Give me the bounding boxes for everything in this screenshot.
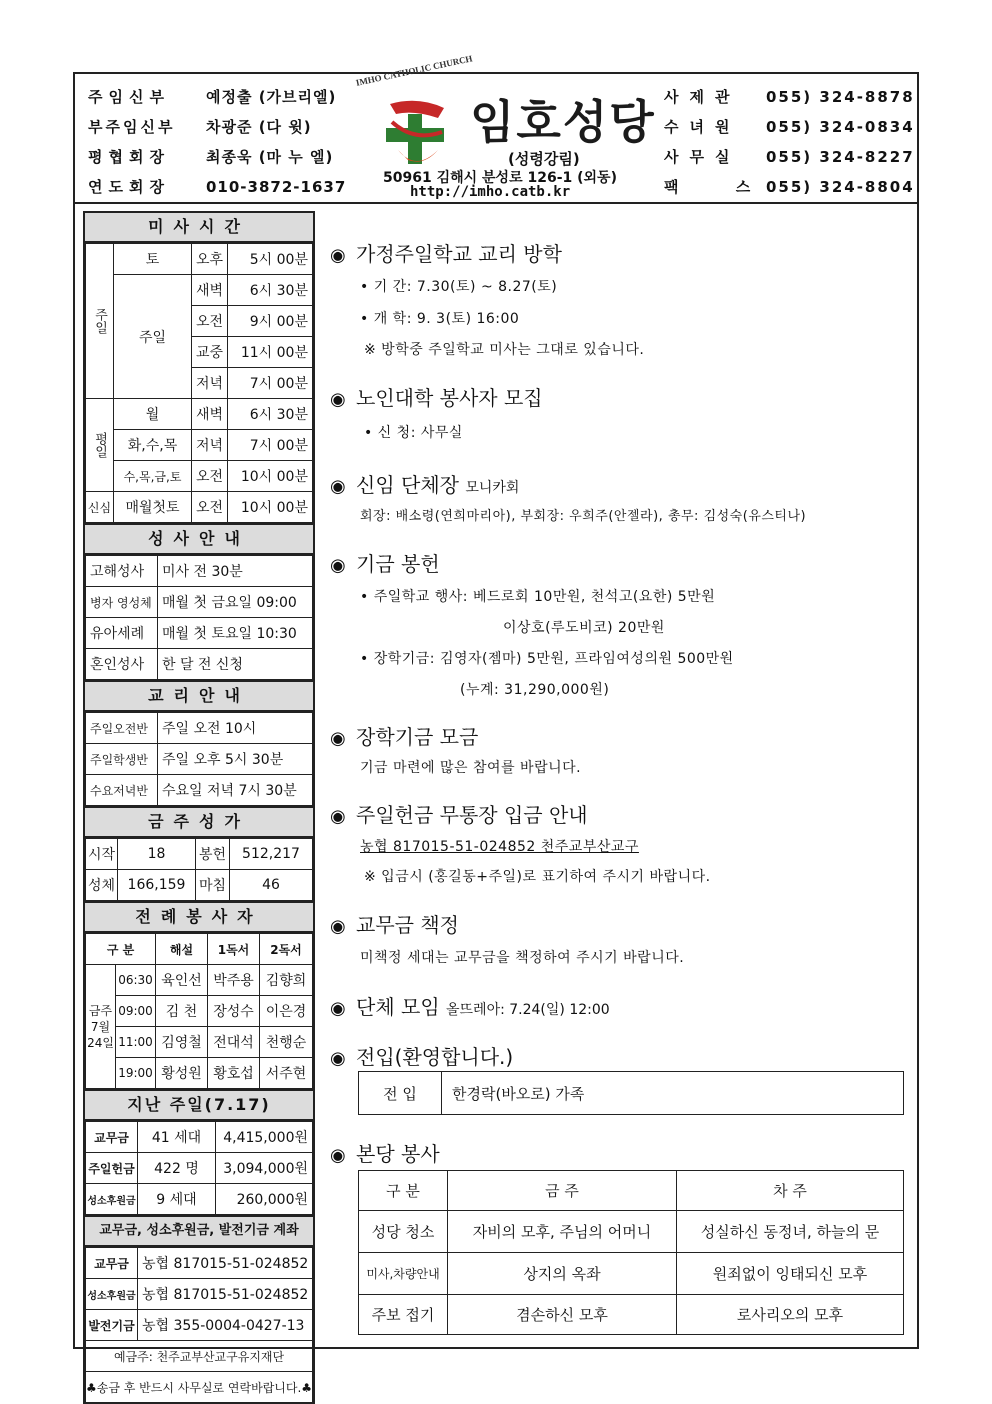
phone-convent: 수녀원 055) 324-0834	[664, 118, 915, 136]
catechism-table: 주일오전반 주일 오전 10시 주일학생반 주일 오후 5시 30분 수요저녁반 수요일 저녁 7시 30분	[85, 712, 313, 806]
church-logo-icon	[378, 92, 450, 174]
header-divider	[73, 202, 919, 204]
staff-council-president: 평협회장 최종욱 (마 누 엘)	[88, 148, 334, 166]
phone-fax: 팩 스055) 324-8804	[664, 178, 915, 196]
liturgy-date: 금주 7월 24일	[86, 965, 116, 1089]
section-group-meeting: ◉ 단체 모임 올뜨레아: 7.24(일) 12:00	[330, 995, 610, 1019]
service-table: 구 분 금 주 차 주 성당 청소 자비의 모후, 주님의 어머니 성실하신 동정녀, 하늘의 문 미사,차량안내 상지의 옥좌 원죄없이 잉태되신 모후 주보 접기 겸손하신 모후 로사리오의 모후	[358, 1170, 904, 1335]
section-parish-service: ◉ 본당 봉사	[330, 1142, 440, 1166]
phone-rectory: 사제관 055) 324-8878	[664, 88, 915, 106]
church-english-name: IMHO CATHOLIC CHURCH	[355, 53, 474, 88]
staff-pastor: 주임신부 예정출 (가브리엘)	[88, 88, 337, 106]
section-dues: ◉ 교무금 책정	[330, 913, 459, 937]
liturgy-title: 전례봉사자	[85, 901, 313, 933]
sacrament-title: 성사안내	[85, 523, 313, 555]
account-title: 교무금, 성소후원금, 발전기금 계좌	[85, 1215, 313, 1247]
section-summer-break: ◉ 가정주일학교 교리 방학	[330, 242, 562, 266]
section-new-leader: ◉ 신임 단체장 모니카회	[330, 473, 520, 497]
church-name: 임호성당	[470, 95, 656, 149]
church-subtitle: (성령강림)	[508, 150, 580, 168]
mass-times-table: 주일 토 오후 5시 00분 주일 새벽 6시 30분 오전 9시 00분 교중 11시 00분 저녁 7시 00분 평일 월 새벽 6시 30분 화,수,목 저녁 7시 00분 수,목,금,토 오전 10시 00분 신심 매월첫토 오전 10시 00분	[85, 243, 313, 523]
section-volunteer-recruit: ◉ 노인대학 봉사자 모집	[330, 386, 543, 410]
church-address: 50961 김해시 분성로 126-1 (외동)	[383, 170, 617, 186]
sidebar	[83, 211, 315, 1404]
weekday-label: 평일	[86, 399, 114, 492]
catechism-title: 교리안내	[85, 680, 313, 712]
liturgy-table: 구 분 해설 1독서 2독서 금주 7월 24일 06:30 육인선 박주용 김향희 09:00 김 천 장성수 이은경 11:00 김영철 전대석 천행순 19:00 황성원 황호섭 서주현	[85, 933, 313, 1089]
last-week-table: 교무금 41 세대 4,415,000원 주일헌금 422 명 3,094,000원 성소후원금 9 세대 260,000원	[85, 1121, 313, 1215]
section-offering-account: ◉ 주일헌금 무통장 입금 안내	[330, 803, 588, 827]
transfer-notice: ♣송금 후 반드시 사무실로 연락바랍니다.♣	[86, 1372, 313, 1403]
last-week-title: 지난 주일(7.17)	[85, 1089, 313, 1121]
staff-assistant-pastor: 부주임신부 차광준 (다 윗)	[88, 118, 312, 136]
section-welcome: ◉ 전입(환영합니다.)	[330, 1045, 514, 1069]
sunday-label: 주일	[86, 244, 114, 399]
phone-office: 사무실 055) 324-8227	[664, 148, 915, 166]
welcome-table: 전 입 한경락(바오로) 가족	[358, 1071, 904, 1115]
section-scholarship: ◉ 장학기금 모금	[330, 725, 479, 749]
section-fund-donation: ◉ 기금 봉헌	[330, 552, 440, 576]
hymn-table: 시작 18 봉헌 512,217 성체 166,159 마침 46	[85, 838, 313, 901]
mass-times-title: 미사시간	[85, 213, 313, 243]
church-url[interactable]: http://imho.catb.kr	[410, 184, 571, 200]
offering-account-number: 농협 817015-51-024852 천주교부산교구	[360, 839, 639, 855]
staff-funeral-president: 연도회장 010-3872-1637	[88, 178, 347, 196]
hymn-title: 금주성가	[85, 806, 313, 838]
account-table: 교무금 농협 817015-51-024852 성소후원금 농협 817015-51-024852 발전기금 농협 355-0004-0427-13 예금주: 천주교부산교구유지재단 ♣송금 후 반드시 사무실로 연락바랍니다.♣	[85, 1247, 313, 1402]
depositor: 예금주: 천주교부산교구유지재단	[86, 1341, 313, 1372]
sacrament-table: 고해성사 미사 전 30분 병자 영성체 매월 첫 금요일 09:00 유아세례 매월 첫 토요일 10:30 혼인성사 한 달 전 신청	[85, 555, 313, 680]
devotion-label: 신심	[86, 492, 114, 523]
